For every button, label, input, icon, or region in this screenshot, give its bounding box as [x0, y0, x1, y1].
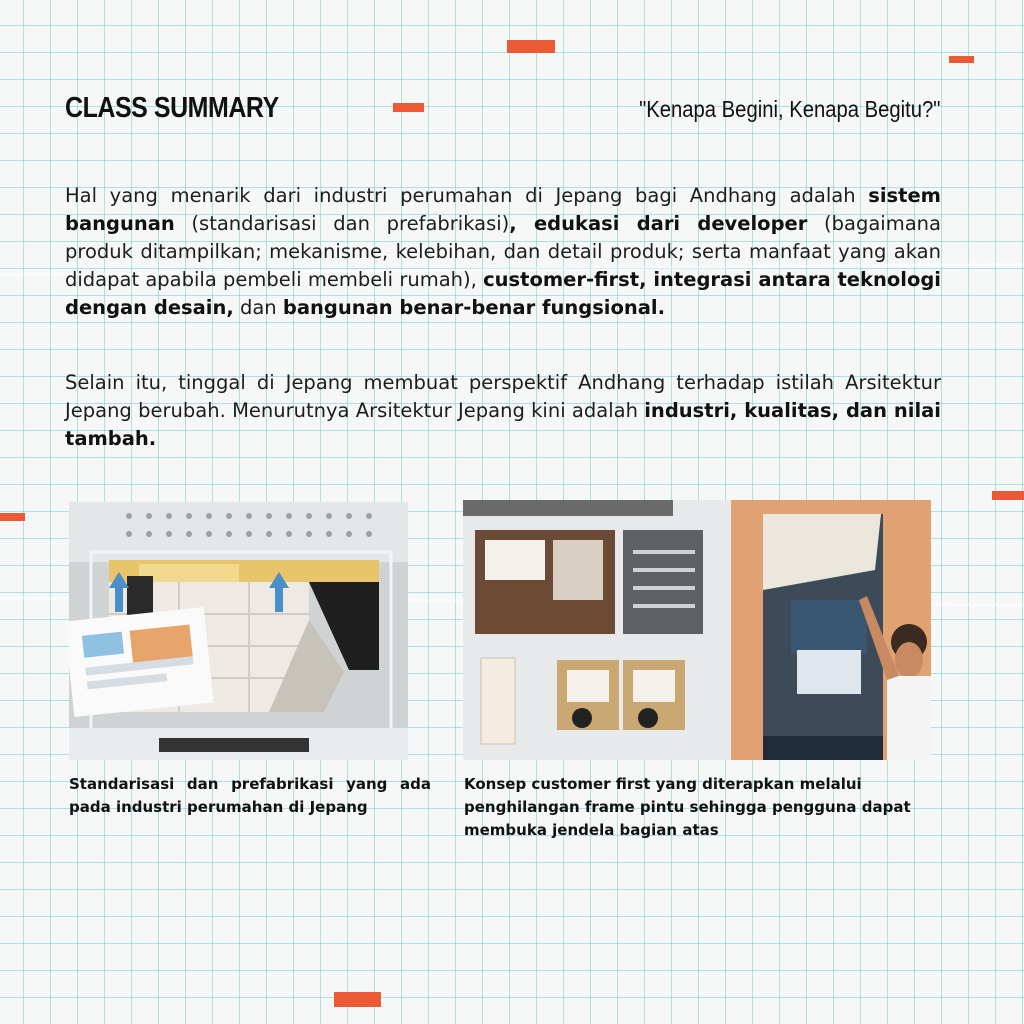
prefab-wall-model-photo [69, 502, 408, 760]
emphasis-text: industri, kualitas, dan nilai tambah. [65, 399, 941, 450]
accent-dash [0, 513, 25, 521]
body-text: Selain itu, tinggal di Jepang membuat perspektif Andhang terhadap istilah Arsitektur Jepang berubah. Menurutnya Arsitektur Jepang kini adalah [65, 371, 941, 422]
page-subtitle: "Kenapa Begini, Kenapa Begitu?" [638, 96, 940, 122]
figure-caption-2: Konsep customer first yang diterapkan melalui penghilangan frame pintu sehingga pengguna dapat membuka jendela bagian atas [464, 775, 911, 839]
emphasis-text: sistem bangunan [65, 184, 941, 235]
summary-paragraph-1 [65, 182, 941, 322]
body-text: (standarisasi dan prefabrikasi) [174, 212, 510, 235]
body-text: Hal yang menarik dari industri perumahan di Jepang bagi Andhang adalah [65, 184, 869, 207]
frameless-door-photo [463, 500, 931, 760]
summary-paragraph-2 [65, 369, 941, 453]
page-title: CLASS SUMMARY [65, 92, 279, 124]
body-text: (bagaimana produk ditampilkan; mekanisme, kelebihan, dan detail produk; serta manfaat yang akan didapat apabila pembeli membeli rumah), [65, 212, 941, 291]
accent-dash [393, 103, 424, 112]
accent-dash [334, 992, 381, 1007]
emphasis-text: customer-first, integrasi antara teknologi dengan desain, [65, 268, 941, 319]
emphasis-text: , edukasi dari developer [509, 212, 808, 235]
body-text: dan [233, 296, 283, 319]
accent-dash [992, 491, 1024, 500]
figure-caption-1: Standarisasi dan prefabrikasi yang ada pada industri perumahan di Jepang [69, 775, 431, 816]
accent-dash [949, 56, 974, 63]
emphasis-text: bangunan benar-benar fungsional. [282, 296, 666, 319]
accent-dash [507, 40, 555, 53]
